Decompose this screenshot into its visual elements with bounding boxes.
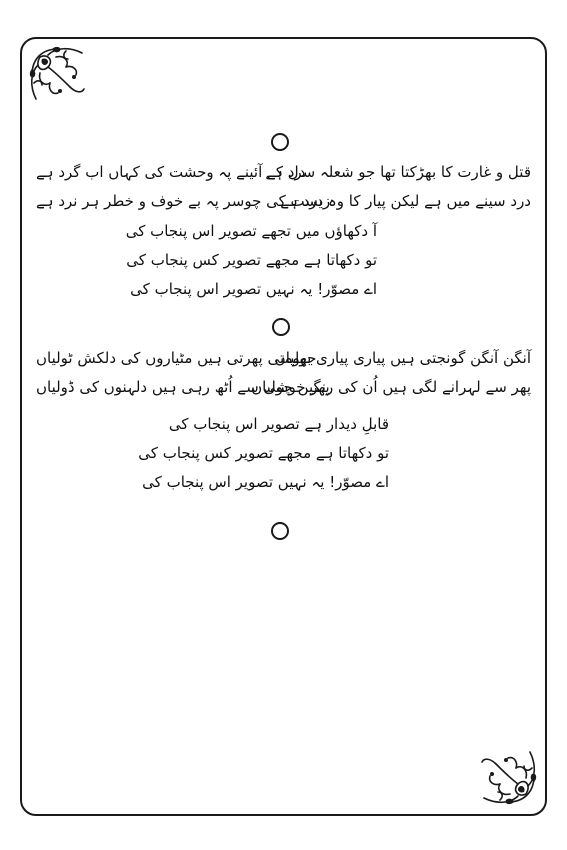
section-divider-circle-icon [272, 318, 290, 336]
section-divider-circle-icon [271, 522, 289, 540]
corner-flourish-ornament-icon [478, 746, 540, 808]
stanza-1-refrain [126, 219, 377, 306]
refrain-line: قابلِ دیدار ہے تصویر اس پنجاب کی [168, 415, 389, 433]
stanza-2-refrain [138, 412, 389, 499]
hemistich-second: پھر خوشی سے اُٹھ رہی ہیں دلہنوں کی ڈولیاں [36, 378, 330, 396]
section-divider-circle-icon [271, 133, 289, 151]
stanza-2-couplets [36, 346, 531, 404]
refrain-line: اے مصوّر! یہ نہیں تصویر اس پنجاب کی [130, 280, 377, 298]
corner-flourish-ornament-icon [26, 43, 88, 105]
refrain-line: تو دکھاتا ہے مجھے تصویر کس پنجاب کی [126, 251, 377, 269]
refrain-line: تو دکھاتا ہے مجھے تصویر کس پنجاب کی [138, 444, 389, 462]
hemistich-first: قتل و غارت کا بھڑکتا تھا جو شعلہ سرد ہے [265, 163, 531, 181]
hemistich-first: آنگن آنگن گونجتی ہیں پیاری پیاری بولیاں [274, 349, 531, 367]
hemistich-first: پھر سے لہرانے لگی ہیں اُن کی رنگیں چولیاں [251, 378, 531, 396]
refrain-line: آ دکھاؤں میں تجھے تصویر اس پنجاب کی [125, 222, 377, 240]
refrain-line: اے مصوّر! یہ نہیں تصویر اس پنجاب کی [142, 473, 389, 491]
couplet-row [36, 375, 531, 404]
hemistich-first: درد سینے میں ہے لیکن پیار کا وہ درد ہے [280, 192, 531, 210]
stanza-1-couplets [36, 160, 531, 218]
hemistich-second: دل کے آئینے پہ وحشت کی کہاں اب گرد ہے [36, 163, 306, 181]
couplet-row [36, 346, 531, 375]
hemistich-second: جھومتی پھرتی ہیں مٹیاروں کی دلکش ٹولیاں [36, 349, 317, 367]
hemistich-second: زیست کی چوسر پہ بے خوف و خطر ہر نرد ہے [36, 192, 331, 210]
couplet-row [36, 189, 531, 218]
couplet-row [36, 160, 531, 189]
